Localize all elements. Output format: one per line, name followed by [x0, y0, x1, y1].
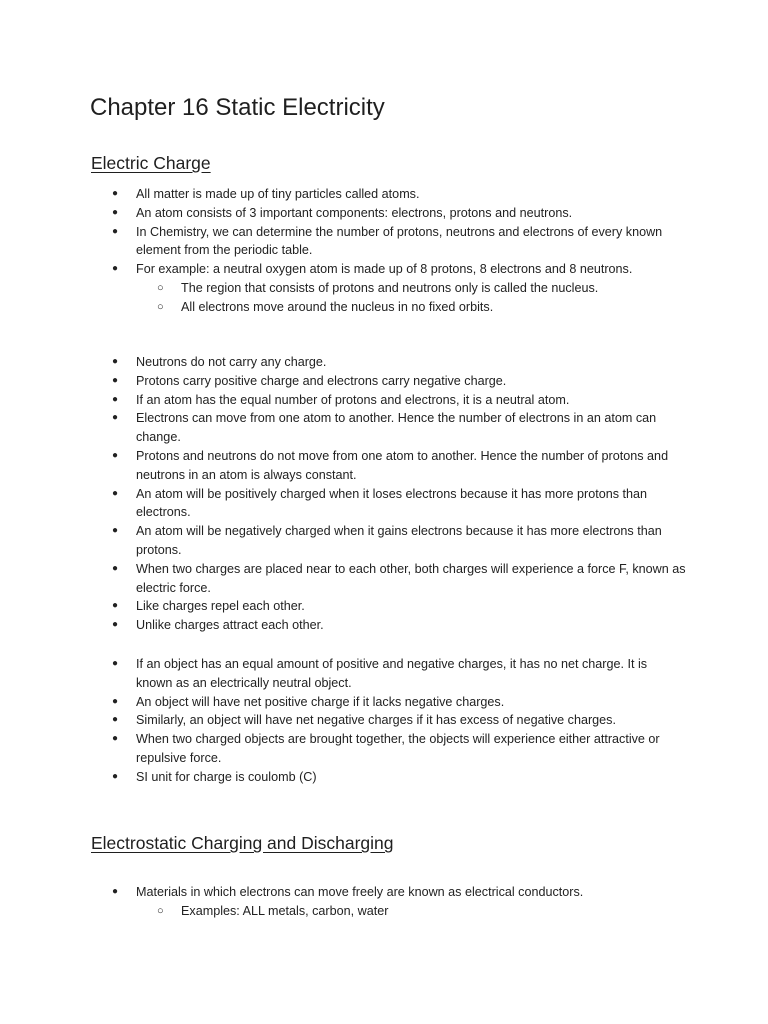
bullet-icon: ●: [112, 449, 119, 461]
list-item: ● Protons and neutrons do not move from one atom to another. Hence the number of protons and neutrons in an atom is always constant.: [112, 448, 669, 482]
list-item: ● Electrons can move from one atom to another. Hence the number of electrons in an atom can change.: [112, 411, 657, 445]
bullet-icon: ●: [112, 225, 119, 237]
bullet-icon: ●: [112, 600, 119, 612]
sub-list-item: ○ The region that consists of protons and neutrons only is called the nucleus.: [0, 279, 681, 298]
list-item: ● Similarly, an object will have net negative charges if it has excess of negative charges.: [0, 711, 686, 730]
bullet-list-atoms: [0, 185, 768, 317]
bullet-icon: ●: [112, 770, 119, 782]
bullet-icon: ●: [112, 412, 119, 424]
bullet-icon: ●: [112, 733, 119, 745]
bullet-icon: ●: [112, 525, 119, 537]
bullet-list-conductors: [0, 883, 768, 921]
list-item: ● Materials in which electrons can move freely are known as electrical conductors.: [0, 883, 686, 902]
list-item: ● For example: a neutral oxygen atom is made up of 8 protons, 8 electrons and 8 neutrons.: [0, 260, 686, 279]
list-item: ● Like charges repel each other.: [0, 597, 686, 616]
hollow-bullet-icon: ○: [157, 281, 164, 294]
bullet-icon: ●: [112, 263, 119, 275]
bullet-icon: ●: [112, 658, 119, 669]
list-item: ● Unlike charges attract each other.: [0, 616, 686, 635]
bullet-icon: ●: [112, 206, 119, 218]
list-item: ● An atom will be negatively charged when it gains electrons because it has more electrons than protons.: [112, 524, 662, 557]
hollow-bullet-icon: ○: [157, 904, 164, 917]
bullet-icon: ●: [112, 714, 119, 726]
list-item: ● In Chemistry, we can determine the number of protons, neutrons and electrons of every known element from the periodic table.: [112, 224, 663, 258]
bullet-icon: ●: [112, 393, 119, 405]
bullet-list-net-charge: [0, 655, 768, 787]
sub-list-item: ○ All electrons move around the nucleus in no fixed orbits.: [0, 298, 681, 317]
list-item: ● An atom will be positively charged when it loses electrons because it has more protons than electrons.: [112, 486, 648, 520]
list-item: ● When two charges are placed near to each other, both charges will experience a force F, known as electric force.: [112, 561, 686, 595]
list-item: ● When two charged objects are brought together, the objects will experience either attractive or repulsive force.: [112, 732, 660, 765]
list-item: ● If an object has an equal amount of positive and negative charges, it has no net charge. It is known as an electrically neutral object.: [112, 657, 648, 690]
page-title: Chapter 16 Static Electricity: [90, 94, 385, 121]
list-item: ● Neutrons do not carry any charge.: [0, 353, 686, 372]
bullet-icon: ●: [112, 619, 119, 631]
bullet-icon: ●: [112, 695, 119, 707]
hollow-bullet-icon: ○: [157, 300, 164, 313]
sub-list-item: ○ Examples: ALL metals, carbon, water: [0, 902, 681, 921]
list-item: ● An object will have net positive charge if it lacks negative charges.: [0, 693, 686, 712]
list-item: ● Protons carry positive charge and electrons carry negative charge.: [0, 372, 686, 391]
bullet-icon: ●: [112, 886, 119, 897]
bullet-icon: ●: [112, 562, 119, 574]
bullet-icon: ●: [112, 487, 119, 499]
list-item: ● SI unit for charge is coulomb (C): [0, 768, 686, 787]
list-item: ● If an atom has the equal number of protons and electrons, it is a neutral atom.: [0, 391, 686, 410]
bullet-icon: ●: [112, 188, 119, 199]
bullet-list-charges: [0, 353, 768, 635]
bullet-icon: ●: [112, 374, 119, 386]
section-heading-electrostatic-charging: Electrostatic Charging and Discharging: [91, 833, 394, 853]
bullet-icon: ●: [112, 356, 119, 367]
list-item: ● An atom consists of 3 important components: electrons, protons and neutrons.: [0, 204, 686, 223]
section-heading-electric-charge: Electric Charge: [91, 153, 211, 173]
list-item: ● All matter is made up of tiny particles called atoms.: [0, 185, 686, 204]
